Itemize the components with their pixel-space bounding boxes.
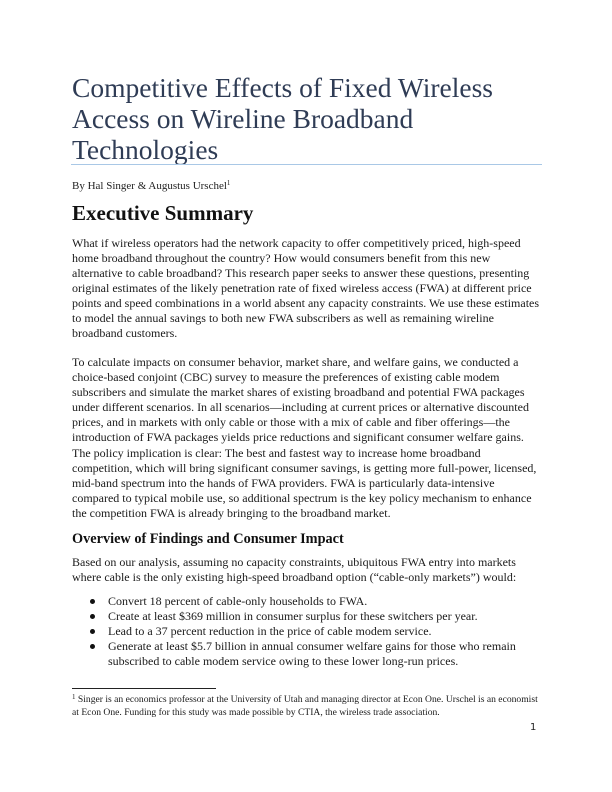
list-item-text: Lead to a 37 percent reduction in the price of cable modem service. <box>108 624 432 638</box>
title-line-3: Technologies <box>72 134 219 165</box>
title-line-1: Competitive Effects of Fixed Wireless <box>72 72 493 103</box>
subheading-findings: Overview of Findings and Consumer Impact <box>72 531 344 547</box>
bullet-icon <box>90 629 95 634</box>
page-number: 1 <box>530 722 537 733</box>
bullet-icon <box>90 614 95 619</box>
list-item <box>72 639 542 669</box>
list-item <box>72 609 542 624</box>
bullet-icon <box>90 599 95 604</box>
list-item <box>72 594 542 609</box>
byline-text: By Hal Singer & Augustus Urschel <box>72 180 227 192</box>
list-item-text: Generate at least $5.7 billion in annual consumer welfare gains for those who remain subscribed to cable modem service owing to these lower long-run prices. <box>108 639 516 668</box>
footnote-number: 1 <box>72 693 76 701</box>
footnote-reference[interactable]: 1 <box>226 179 231 187</box>
paragraph-2: To calculate impacts on consumer behavior, market share, and welfare gains, we conducted a choice-based conjoint (CBC) survey to measure the preferences of existing cable modem subscribers and simulate the market shares of existing broadband and potential FWA packages under different scenarios. In all scenarios—including at current prices or alternative discounted prices, and in markets with only cable or those with a mix of cable and fiber offerings—the introduction of FWA packages yields price reductions and significant consumer welfare gains. <box>72 355 529 444</box>
list-item-text: Create at least $369 million in consumer surplus for these switchers per year. <box>108 609 478 623</box>
document-title <box>72 72 542 165</box>
paragraph-3: The policy implication is clear: The best and fastest way to increase home broadband competition, which will bring significant consumer savings, is getting more full-power, licensed, mid-band spectrum into the hands of FWA providers. FWA is particularly data-intensive compared to typical mobile use, so additional spectrum is the key policy mechanism to enhance the competition FWA is already bringing to the broadband market. <box>72 446 537 520</box>
author-byline <box>72 180 230 192</box>
title-line-2: Access on Wireline Broadband <box>72 103 414 134</box>
title-underline-rule <box>71 164 542 165</box>
findings-list <box>72 594 542 669</box>
list-item-text: Convert 18 percent of cable-only households to FWA. <box>108 594 368 608</box>
findings-intro: Based on our analysis, assuming no capacity constraints, ubiquitous FWA entry into markets where cable is the only existing high-speed broadband option (“cable-only markets”) would: <box>72 555 517 584</box>
list-item <box>72 624 542 639</box>
paragraph-1: What if wireless operators had the network capacity to offer competitively priced, high-speed home broadband throughout the country? How would consumers benefit from this new alternative to cable broadband? This research paper seeks to answer these questions, presenting original estimates of the likely penetration rate of fixed wireless access (FWA) at different price points and speed combinations in a world absent any capacity constraints. We use these estimates to model the annual savings to both new FWA subscribers as well as remaining wireline broadband customers. <box>72 236 540 340</box>
bullet-icon <box>90 644 95 649</box>
footnote <box>72 694 542 719</box>
footnote-separator <box>72 688 216 689</box>
footnote-text: Singer is an economics professor at the University of Utah and managing director at Econ One. Urschel is an economist at Econ One. Funding for this study was made possible by CTIA, the wireless trade association. <box>72 694 538 718</box>
section-heading-executive-summary: Executive Summary <box>72 201 254 225</box>
